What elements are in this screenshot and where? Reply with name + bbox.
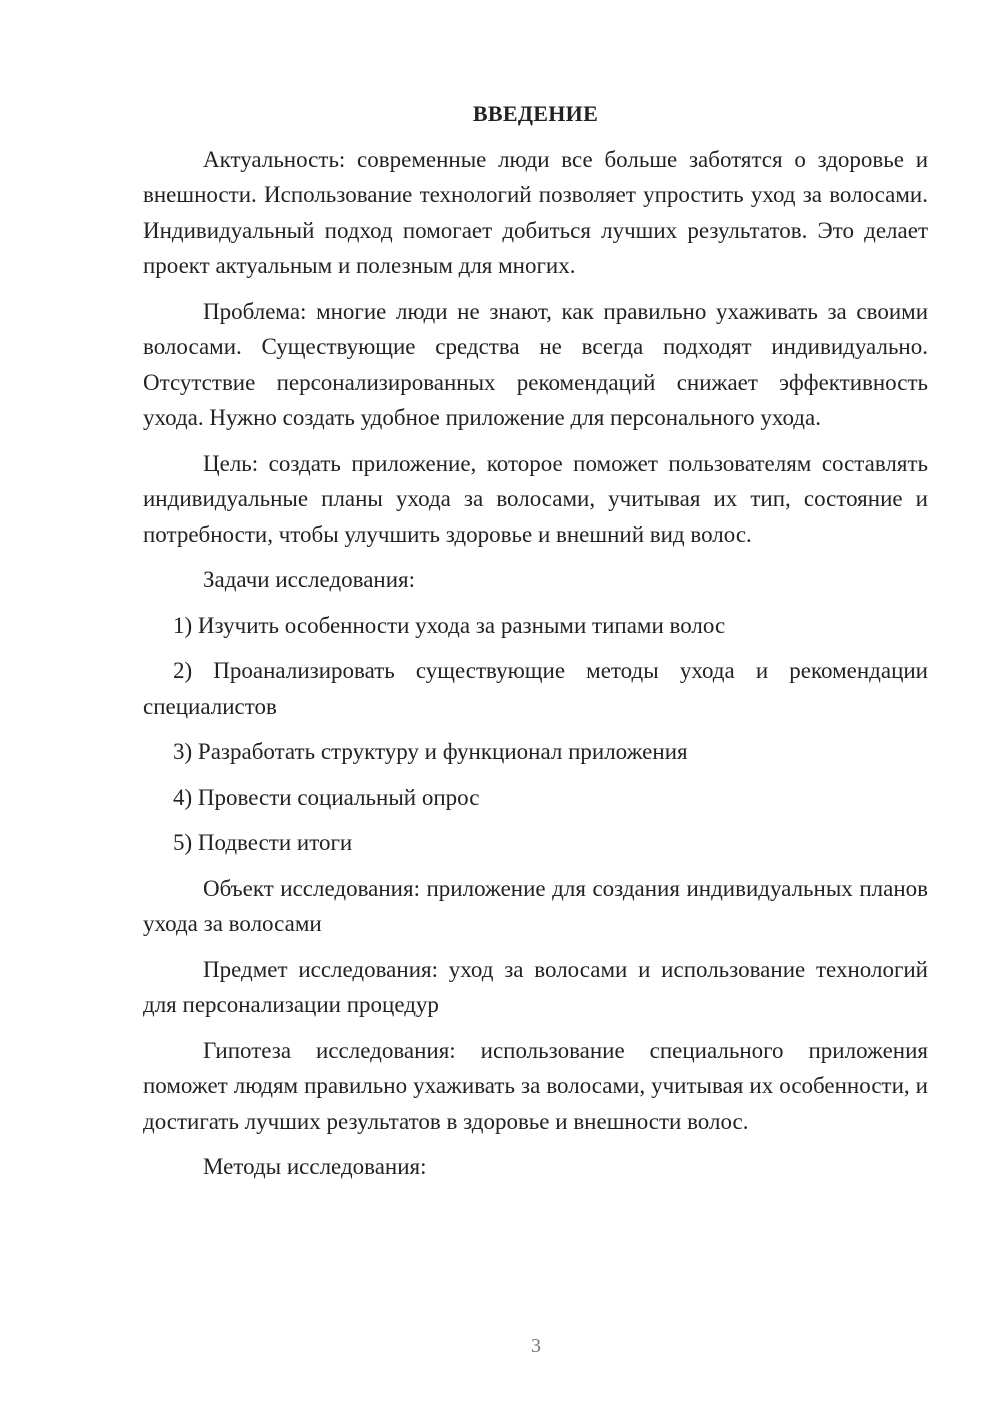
task-item-2: 2) Проанализировать существующие методы ухода и рекомендации специалистов: [143, 658, 928, 719]
task-item-3: 3) Разработать структуру и функционал приложения: [173, 739, 688, 764]
paragraph-goal: Цель: создать приложение, которое поможет пользователям составлять индивидуальные планы ухода за волосами, учитывая их тип, состояние и потребности, чтобы улучшить здоровье и внешний вид волос.: [143, 450, 928, 547]
page-content: [143, 96, 928, 1195]
task-item-5: 5) Подвести итоги: [173, 830, 353, 855]
paragraph-subject: Предмет исследования: уход за волосами и использование технологий для персонализации процедур: [143, 956, 928, 1017]
task-item-4: 4) Провести социальный опрос: [173, 784, 480, 810]
paragraph-methods: Методы исследования:: [203, 1154, 427, 1179]
page-number: 3: [531, 1335, 541, 1357]
section-heading: ВВЕДЕНИЕ: [472, 101, 599, 126]
task-item-1: 1) Изучить особенности ухода за разными типами волос: [173, 612, 726, 638]
paragraph-relevance: Актуальность: современные люди все больше заботятся о здоровье и внешности. Использование технологий позволяет упростить уход за волосами. Индивидуальный подход помогает добиться лучших результатов. Это делает проект актуальным и полезным для многих.: [143, 146, 928, 278]
paragraph-hypothesis: Гипотеза исследования: использование специального приложения поможет людям правильно ухаживать за волосами, учитывая их особенности, и достигать лучших результатов в здоровье и внешности волос.: [143, 1037, 928, 1134]
paragraph-object: Объект исследования: приложение для создания индивидуальных планов ухода за волосами: [143, 875, 928, 936]
paragraph-tasks-heading: Задачи исследования:: [203, 567, 416, 592]
paragraph-problem: Проблема: многие люди не знают, как правильно ухаживать за своими волосами. Существующие средства не всегда подходят индивидуально. Отсутствие персонализированных рекомендаций снижает эффективность ухода. Нужно создать удобное приложение для персонального ухода.: [143, 298, 928, 430]
